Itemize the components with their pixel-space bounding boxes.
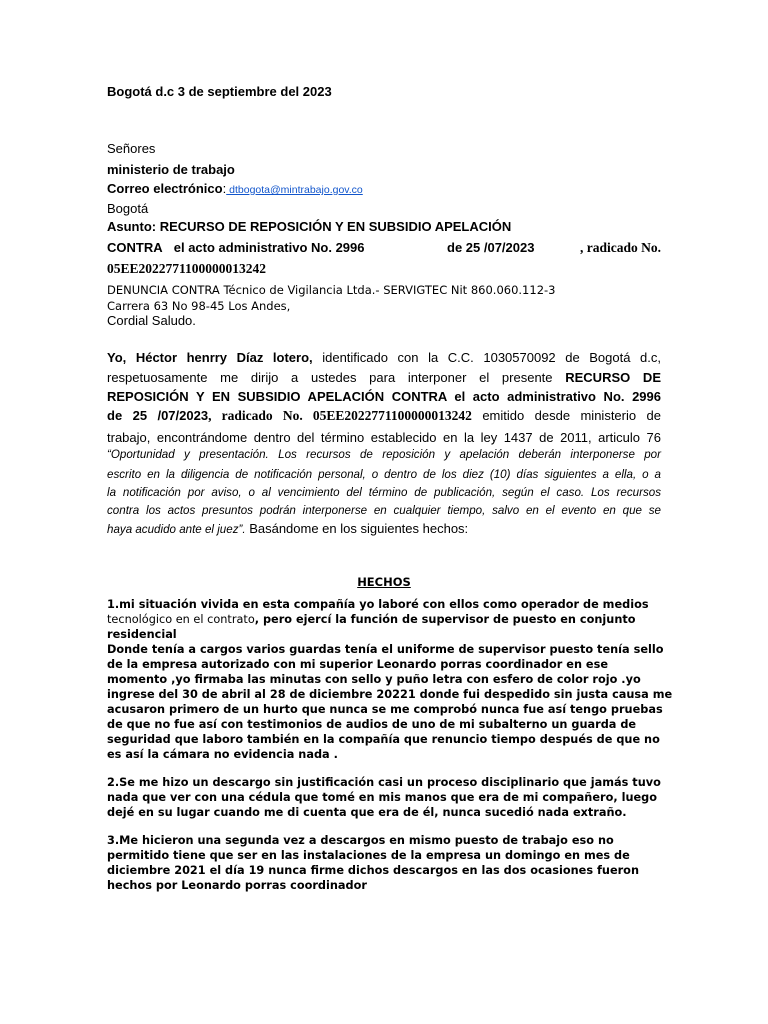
intro-text: respetuosamente me dirijo a ustedes para interponer el presente <box>107 370 553 385</box>
author-name: Yo, Héctor henrry Díaz lotero, <box>107 350 313 365</box>
email-line <box>107 181 363 198</box>
recipient: ministerio de trabajo <box>107 162 235 177</box>
salutation: Señores <box>107 141 156 156</box>
quote-line-4: contra los actos presuntos podrán interponerse en cualquier tiempo, salvo en el evento en que se <box>107 504 661 517</box>
quote-line-2: escrito en la diligencia de notificación personal, o dentro de los diez (10) días siguientes a ella, o a <box>107 468 661 481</box>
hechos-p1-line-4: Donde tenía a cargos varios guardas tenía el uniforme de supervisor puesto tenía sello <box>107 643 664 656</box>
recurso-label: RECURSO DE <box>565 370 661 385</box>
email-colon: : <box>222 181 227 196</box>
intro-emitido: emitido desde ministerio de <box>482 408 661 423</box>
quote-end: haya acudido ante el juez”. <box>107 523 246 536</box>
email-link[interactable]: dtbogota@mintrabajo.gov.co <box>226 184 363 196</box>
intro-radicado: , radicado No. 05EE2022771100000013242 <box>208 408 472 423</box>
hechos-p2-line-2: nada que ver con una cédula que tomé en mis manos que era de mi compañero, luego <box>107 791 657 804</box>
hechos-p3-line-1: 3.Me hicieron una segunda vez a descargos en mismo puesto de trabajo eso no <box>107 834 614 847</box>
author-id: identificado con la C.C. 1030570092 de Bogotá d.c, <box>322 350 661 365</box>
asunto-contra: CONTRA <box>107 240 163 255</box>
intro-fecha: de 25 /07/2023 <box>107 408 209 423</box>
address-line: Carrera 63 No 98-45 Los Andes, <box>107 299 291 313</box>
hechos-p1-line-5: de la empresa autorizado con mi superior Leonardo porras coordinador en ese <box>107 658 608 671</box>
hechos-p3-line-4: hechos por Leonardo porras coordinador <box>107 879 367 892</box>
hechos-funcion: , pero ejercí la función de supervisor de puesto en conjunto <box>254 613 636 626</box>
hechos-contrato: tecnológico en el contrato <box>107 613 255 626</box>
hechos-title: HECHOS <box>357 575 411 589</box>
hechos-p1-line-10: seguridad que laboro también en la compañía que renuncio tiempo después de que no <box>107 733 660 746</box>
asunto-radicado-number: 05EE2022771100000013242 <box>107 261 267 276</box>
intro-line-2 <box>107 368 661 387</box>
asunto-line-2 <box>107 240 661 256</box>
hechos-p1-line-9: de que no fue así con testimonios de audios de uno de mi subalterno un guarda de <box>107 718 637 731</box>
hechos-p1-line-7: ingrese del 30 de abril al 28 de diciembre 20221 donde fui despedido sin justa causa me <box>107 688 673 701</box>
letter-date: Bogotá d.c 3 de septiembre del 2023 <box>107 84 332 99</box>
intro-line-1 <box>107 348 661 367</box>
asunto-label: Asunto: <box>107 219 160 234</box>
hechos-p3-line-2: permitido tiene que ser en las instalaciones de la empresa un domingo en mes de <box>107 849 630 862</box>
quote-line-3: la notificación por aviso, o al vencimiento del término de publicación, según el caso. Los recursos <box>107 486 661 499</box>
hechos-p2-line-3: dejé en su lugar cuando me di cuenta que era de él, nunca sucedió nada extraño. <box>107 806 627 819</box>
asunto-acto: el acto administrativo No. 2996 <box>173 240 365 255</box>
hechos-p1-line-2 <box>107 612 636 627</box>
hechos-p1-line-1: 1.mi situación vivida en esta compañía yo laboré con ellos como operador de medios <box>107 598 649 611</box>
asunto-line <box>107 219 511 235</box>
asunto-fecha: de 25 /07/2023 <box>447 240 535 255</box>
hechos-p1-line-3: residencial <box>107 628 177 641</box>
quote-line-1: “Oportunidad y presentación. Los recursos de reposición y apelación deberán interponerse por <box>107 448 661 461</box>
email-label: Correo electrónico <box>107 181 223 196</box>
asunto-radicado: , radicado No. <box>580 240 661 255</box>
closing: Cordial Saludo. <box>107 313 196 328</box>
hechos-p1-line-11: es así la cámara no evidencia nada . <box>107 748 338 761</box>
intro-line-4 <box>107 406 661 425</box>
hechos-p1-line-6: momento ,yo firmaba las minutas con sello y puño letra con esfero de color rojo .yo <box>107 673 641 686</box>
intro-line-5: trabajo, encontrándome dentro del término establecido en la ley 1437 de 2011, articulo 76 <box>107 430 661 445</box>
hechos-p2-line-1: 2.Se me hizo un descargo sin justificación casi un proceso disciplinario que jamás tuvo <box>107 776 661 789</box>
hechos-intro: Basándome en los siguientes hechos: <box>245 521 469 536</box>
asunto-title: RECURSO DE REPOSICIÓN Y EN SUBSIDIO APELACIÓN <box>159 219 512 234</box>
intro-line-3: REPOSICIÓN Y EN SUBSIDIO APELACIÓN CONTRA el acto administrativo No. 2996 <box>107 389 661 404</box>
hechos-p3-line-3: diciembre 2021 el día 19 nunca firme dichos descargos en las dos ocasiones fueron <box>107 864 639 877</box>
denuncia-line: DENUNCIA CONTRA Técnico de Vigilancia Ltda.- SERVIGTEC Nit 860.060.112-3 <box>107 283 556 297</box>
quote-line-5 <box>107 519 661 539</box>
city: Bogotá <box>107 201 149 216</box>
hechos-p1-line-8: acusaron primero de un hurto que nunca se me comprobó nunca fue así tengo pruebas <box>107 703 663 716</box>
